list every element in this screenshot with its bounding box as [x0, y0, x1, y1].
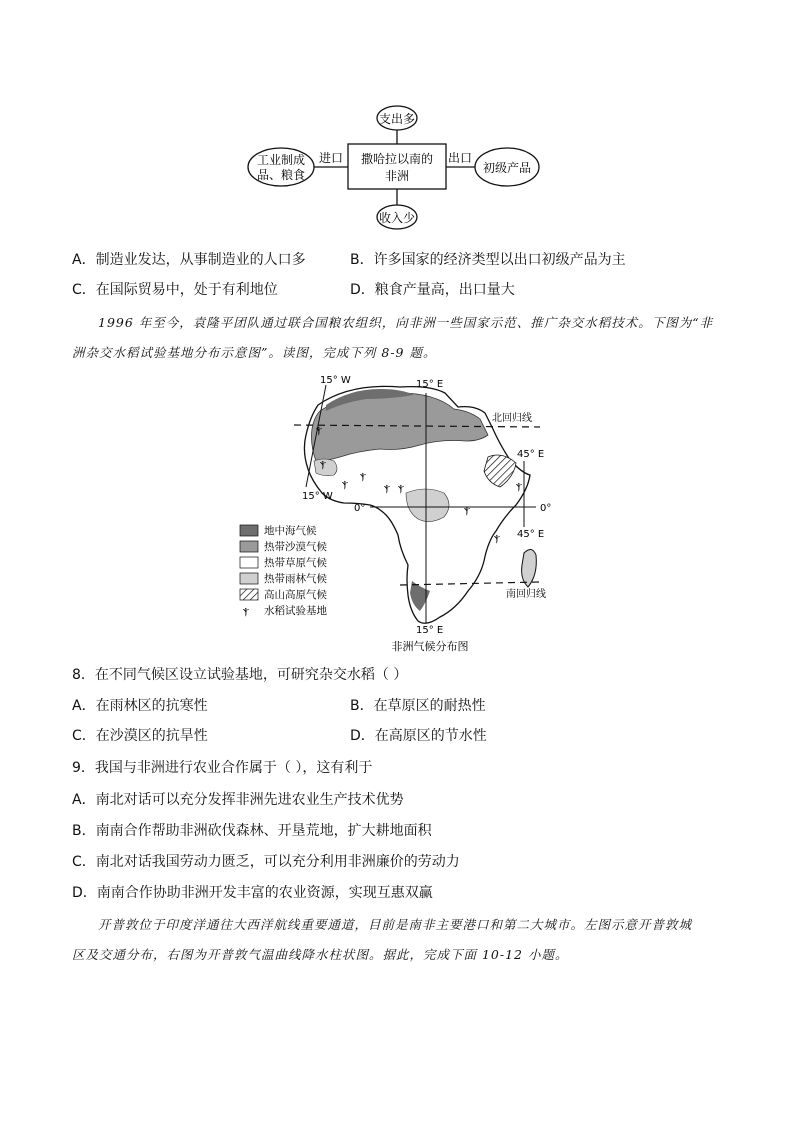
trade-flow-diagram: [240, 100, 550, 235]
q7-option-b[interactable]: B．许多国家的经济类型以出口初级产品为主: [350, 252, 626, 268]
q7-option-d[interactable]: D．粮食产量高，出口量大: [350, 282, 515, 298]
q8-option-c[interactable]: C．在沙漠区的抗旱性: [72, 728, 208, 744]
q8-stem: 8．在不同气候区设立试验基地，可研究杂交水稻（ ）: [72, 667, 408, 683]
legend-rice-icon: ⲯ: [243, 604, 249, 617]
rice-site-icon: ⲯ: [320, 457, 326, 470]
legend-label-highland: 高山高原气候: [264, 589, 327, 601]
meridian-45e-top-label: 45° E: [517, 449, 545, 460]
rice-site-icon: ⲯ: [316, 423, 322, 436]
legend-label-rice: 水稻试验基地: [264, 605, 327, 617]
intro2-line1: 开普敦位于印度洋通往大西洋航线重要通道，目前是南非主要港口和第二大城市。左图示意开普敦城: [98, 917, 693, 932]
legend-label-mediterranean: 地中海气候: [264, 525, 317, 537]
legend-label-savanna: 热带草原气候: [264, 557, 327, 569]
center-label-2: 非洲: [384, 169, 410, 183]
legend-swatch-mediterranean: [240, 525, 258, 536]
rainforest-madagascar: [522, 549, 537, 587]
q7-option-c[interactable]: C．在国际贸易中，处于有利地位: [72, 282, 278, 298]
tropic-south-label: 南回归线: [506, 589, 546, 600]
meridian-15e-bottom-label: 15° E: [416, 625, 444, 636]
legend-swatch-rainforest: [240, 573, 258, 584]
q9-option-d[interactable]: D．南南合作协助非洲开发丰富的农业资源，实现互惠双赢: [72, 885, 433, 901]
q8-option-a[interactable]: A．在雨林区的抗寒性: [72, 698, 208, 714]
map-caption: 非洲气候分布图: [391, 640, 469, 653]
legend-swatch-desert: [240, 541, 258, 552]
legend-label-desert: 热带沙漠气候: [264, 541, 327, 553]
tropic-north-label: 北回归线: [492, 413, 532, 424]
node-right-label: 初级产品: [482, 161, 532, 175]
center-label-1: 撒哈拉以南的: [360, 152, 434, 166]
meridian-15e-top-label: 15° E: [416, 379, 444, 390]
meridian-15w-top-label: 15° W: [320, 375, 351, 386]
legend-label-rainforest: 热带雨林气候: [264, 573, 327, 585]
rice-site-icon: ⲯ: [398, 481, 404, 494]
q9-option-c[interactable]: C．南北对话我国劳动力匮乏，可以充分利用非洲廉价的劳动力: [72, 854, 460, 870]
rice-site-icon: ⲯ: [516, 479, 522, 492]
q7-option-a[interactable]: A．制造业发达，从事制造业的人口多: [72, 252, 306, 268]
africa-climate-map: [230, 365, 570, 655]
meridian-15w-bottom-label: 15° W: [302, 491, 333, 502]
rice-site-icon: ⲯ: [494, 531, 500, 544]
q8-option-d[interactable]: D．在高原区的节水性: [350, 728, 487, 744]
node-left-label-2: 品、粮食: [256, 168, 306, 182]
q8-option-b[interactable]: B．在草原区的耐热性: [350, 698, 486, 714]
equator-label-right: 0°: [540, 503, 552, 514]
q9-option-a[interactable]: A．南北对话可以充分发挥非洲先进农业生产技术优势: [72, 792, 404, 808]
arrow-export-label: 出口: [447, 151, 473, 165]
node-top-label: 支出多: [378, 112, 416, 126]
rice-site-icon: ⲯ: [360, 469, 366, 482]
intro2-line2: 区及交通分布，右图为开普敦气温曲线降水柱状图。据此，完成下面 10-12 小题。: [72, 947, 569, 962]
rice-site-icon: ⲯ: [464, 503, 470, 516]
meridian-45e-bottom-label: 45° E: [517, 529, 545, 540]
intro1-line1: 1996 年至今，袁隆平团队通过联合国粮农组织，向非洲一些国家示范、推广杂交水稻技术。下图为“非: [98, 315, 714, 330]
rice-site-icon: ⲯ: [342, 477, 348, 490]
q9-stem: 9．我国与非洲进行农业合作属于（ ），这有利于: [72, 760, 373, 776]
q9-option-b[interactable]: B．南南合作帮助非洲砍伐森林、开垦荒地，扩大耕地面积: [72, 823, 432, 839]
rice-site-icon: ⲯ: [384, 481, 390, 494]
equator-label-left: 0°: [354, 503, 366, 514]
legend-swatch-highland: [240, 589, 258, 600]
arrow-import-label: 进口: [318, 151, 344, 165]
legend-swatch-savanna: [240, 557, 258, 568]
node-bottom-label: 收入少: [378, 211, 416, 225]
intro1-line2: 洲杂交水稻试验基地分布示意图”。读图，完成下列 8-9 题。: [72, 345, 437, 360]
node-left-label-1: 工业制成: [256, 153, 306, 167]
